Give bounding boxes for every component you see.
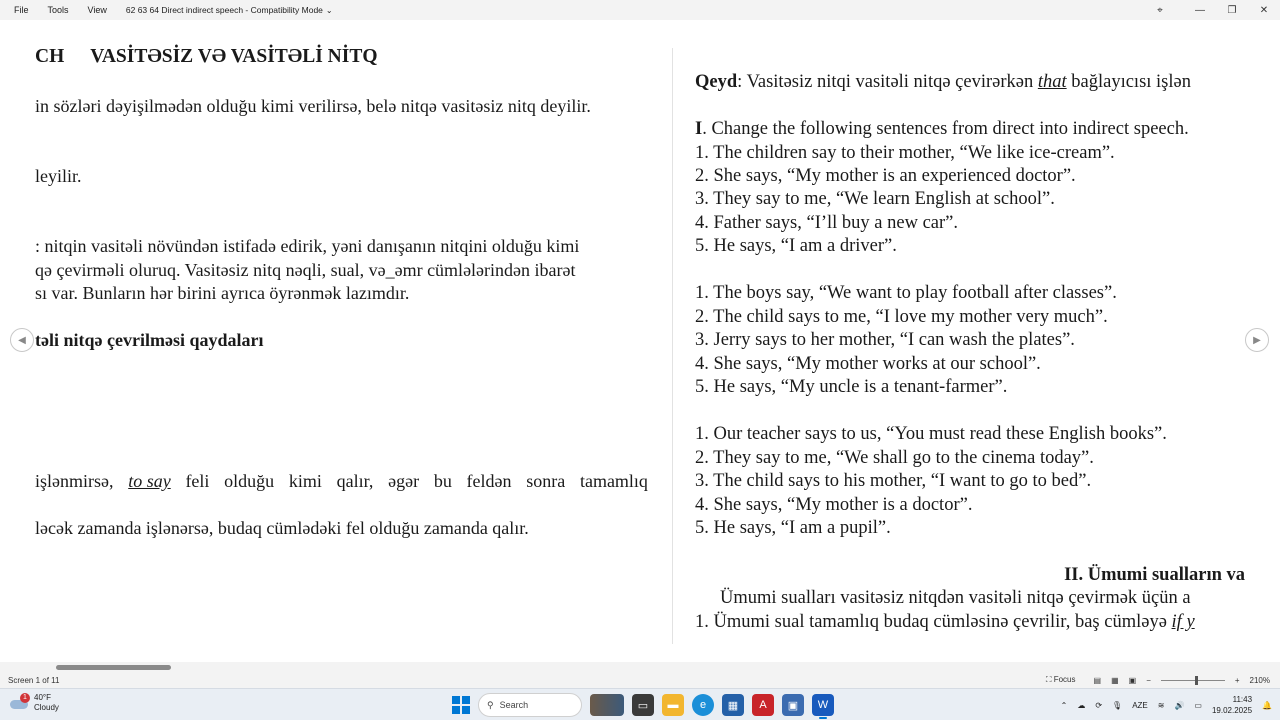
chevron-up-icon[interactable]: ⌃ (1060, 700, 1068, 710)
zoom-out-button[interactable]: − (1146, 675, 1151, 685)
document-title[interactable]: 62 63 64 Direct indirect speech - Compatibility Mode ⌄ (125, 5, 333, 15)
paragraph-5: ləcək zamanda işlənərsə, budaq cümlədəki fel olduğu zamanda qalır. (35, 518, 529, 538)
word-icon[interactable]: W (812, 694, 834, 716)
wifi-icon[interactable]: ≋ (1157, 700, 1165, 710)
onedrive-icon[interactable]: ☁ (1077, 700, 1086, 710)
file-explorer-icon[interactable]: ▬ (662, 694, 684, 716)
list-item: 2. The child says to me, “I love my mother very much”. (695, 307, 1108, 327)
chevron-right-icon: ▶ (1253, 334, 1261, 346)
list-item: 1. The children say to their mother, “We like ice-cream”. (695, 143, 1115, 163)
web-layout-icon[interactable]: ▣ (1128, 675, 1137, 685)
paragraph-3-line-1: : nitqin vasitəli növündən istifadə edirik, yəni danışanın nitqini olduğu kimi (35, 236, 580, 256)
paragraph-3-line-2: qə çevirməli oluruq. Vasitəsiz nitq nəqli, sual, və_əmr cümlələrindən ibarət (35, 260, 576, 280)
paragraph-1: in sözləri dəyişilmədən olduğu kimi verilirsə, belə nitqə vasitəsiz nitq deyilir. (35, 96, 591, 116)
window-controls (1144, 0, 1280, 20)
screen-counter: Screen 1 of 11 (8, 675, 60, 685)
title-bar (0, 0, 1280, 20)
right-page (695, 20, 1245, 662)
list-item: 3. Jerry says to her mother, “I can wash the plates”. (695, 330, 1075, 350)
weather-desc: Cloudy (34, 703, 59, 712)
list-item: 4. She says, “My mother works at our school”. (695, 354, 1041, 374)
section-2-line-1: Ümumi sualları vasitəsiz nitqdən vasitəli nitqə çevirmək üçün a (720, 588, 1191, 608)
paragraph-4: işlənmirsə, to say feli olduğu kimi qalır, əgər bu feldən sonra tamamlıq (35, 471, 648, 491)
microphone-icon[interactable]: 🎙 (1112, 700, 1123, 710)
chevron-left-icon: ◀ (18, 334, 26, 346)
close-button[interactable]: ✕ (1259, 4, 1269, 16)
menu-view[interactable]: View (87, 5, 107, 15)
task-view-icon[interactable]: ▭ (632, 694, 654, 716)
app-icon[interactable]: ▣ (782, 694, 804, 716)
section-2-heading: II. Ümumi sualların va (1064, 565, 1245, 585)
volume-icon[interactable]: 🔊 (1174, 700, 1185, 710)
left-page (35, 20, 650, 662)
cloud-icon (10, 696, 28, 710)
paragraph-2: leyilir. (35, 166, 82, 186)
taskbar (0, 688, 1280, 720)
list-item: 1. The boys say, “We want to play football after classes”. (695, 283, 1117, 303)
pin-icon[interactable]: ⌖ (1157, 4, 1163, 16)
section-subheading: təli nitqə çevrilməsi qaydaları (35, 330, 264, 350)
start-button[interactable] (452, 696, 470, 714)
widget-thumbnail-icon[interactable] (590, 694, 624, 716)
search-icon: ⚲ (487, 699, 494, 710)
list-item: 1. Our teacher says to us, “You must read these English books”. (695, 424, 1167, 444)
list-item: 5. He says, “I am a pupil”. (695, 518, 891, 538)
notification-badge: 1 (20, 693, 30, 703)
list-item: 5. He says, “I am a driver”. (695, 236, 897, 256)
scrollbar-thumb[interactable] (56, 665, 171, 670)
list-item: 4. Father says, “I’ll buy a new car”. (695, 213, 959, 233)
zoom-level[interactable]: 210% (1249, 675, 1270, 685)
zoom-in-button[interactable]: + (1234, 675, 1240, 685)
menu-file[interactable]: File (14, 5, 29, 15)
page-divider (672, 48, 673, 644)
restore-button[interactable]: ❐ (1227, 4, 1237, 16)
horizontal-scrollbar[interactable] (0, 662, 1280, 672)
list-item: 2. She says, “My mother is an experienced doctor”. (695, 166, 1076, 186)
exercise-title: I. Change the following sentences from direct into indirect speech. (695, 119, 1189, 139)
weather-widget[interactable] (10, 693, 59, 713)
note-paragraph: Qeyd: Vasitəsiz nitqi vasitəli nitqə çevirərkən that bağlayıcısı işlən (695, 72, 1191, 92)
chevron-down-icon[interactable]: ⌄ (325, 6, 333, 15)
pdf-reader-icon[interactable]: A (752, 694, 774, 716)
menu-tools[interactable]: Tools (47, 5, 69, 15)
store-icon[interactable]: ▦ (722, 694, 744, 716)
focus-button[interactable]: ⛶ Focus (1045, 675, 1076, 684)
page-heading: CH VASİTƏSİZ VƏ VASİTƏLİ NİTQ (35, 46, 378, 67)
list-item: 3. The child says to his mother, “I want to go to bed”. (695, 471, 1092, 491)
next-page-button[interactable] (1245, 328, 1269, 352)
list-item: 2. They say to me, “We shall go to the cinema today”. (695, 448, 1094, 468)
taskbar-search[interactable] (478, 693, 582, 717)
list-item: 3. They say to me, “We learn English at school”. (695, 189, 1055, 209)
read-mode-icon[interactable]: ▤ (1093, 675, 1102, 685)
status-bar (0, 672, 1280, 688)
edge-browser-icon[interactable]: e (692, 694, 714, 716)
language-indicator[interactable]: AZE (1132, 700, 1148, 710)
zoom-slider[interactable] (1161, 680, 1225, 681)
reading-view (0, 20, 1280, 662)
system-tray (1061, 693, 1272, 717)
taskbar-apps (452, 693, 834, 717)
list-item: 4. She says, “My mother is a doctor”. (695, 495, 973, 515)
zoom-slider-thumb[interactable] (1195, 676, 1198, 685)
battery-icon[interactable]: ▭ (1194, 700, 1202, 710)
paragraph-3-line-3: sı var. Bunların hər birini ayrıca öyrənmək lazımdır. (35, 283, 410, 303)
previous-page-button[interactable] (10, 328, 34, 352)
list-item: 5. He says, “My uncle is a tenant-farmer”. (695, 377, 1008, 397)
minimize-button[interactable]: — (1195, 4, 1205, 16)
clock[interactable]: 11:43 19.02.2025 (1211, 695, 1253, 715)
print-layout-icon[interactable]: ▦ (1111, 675, 1119, 685)
weather-temp: 40°F (34, 693, 51, 702)
sync-icon[interactable]: ⟳ (1095, 700, 1103, 710)
focus-icon: ⛶ (1045, 675, 1052, 684)
search-label: Search (499, 700, 529, 710)
section-2-line-2: 1. Ümumi sual tamamlıq budaq cümləsinə çevrilir, baş cümləyə if y (695, 612, 1195, 632)
notification-bell-icon[interactable]: 🔔 (1262, 700, 1272, 710)
